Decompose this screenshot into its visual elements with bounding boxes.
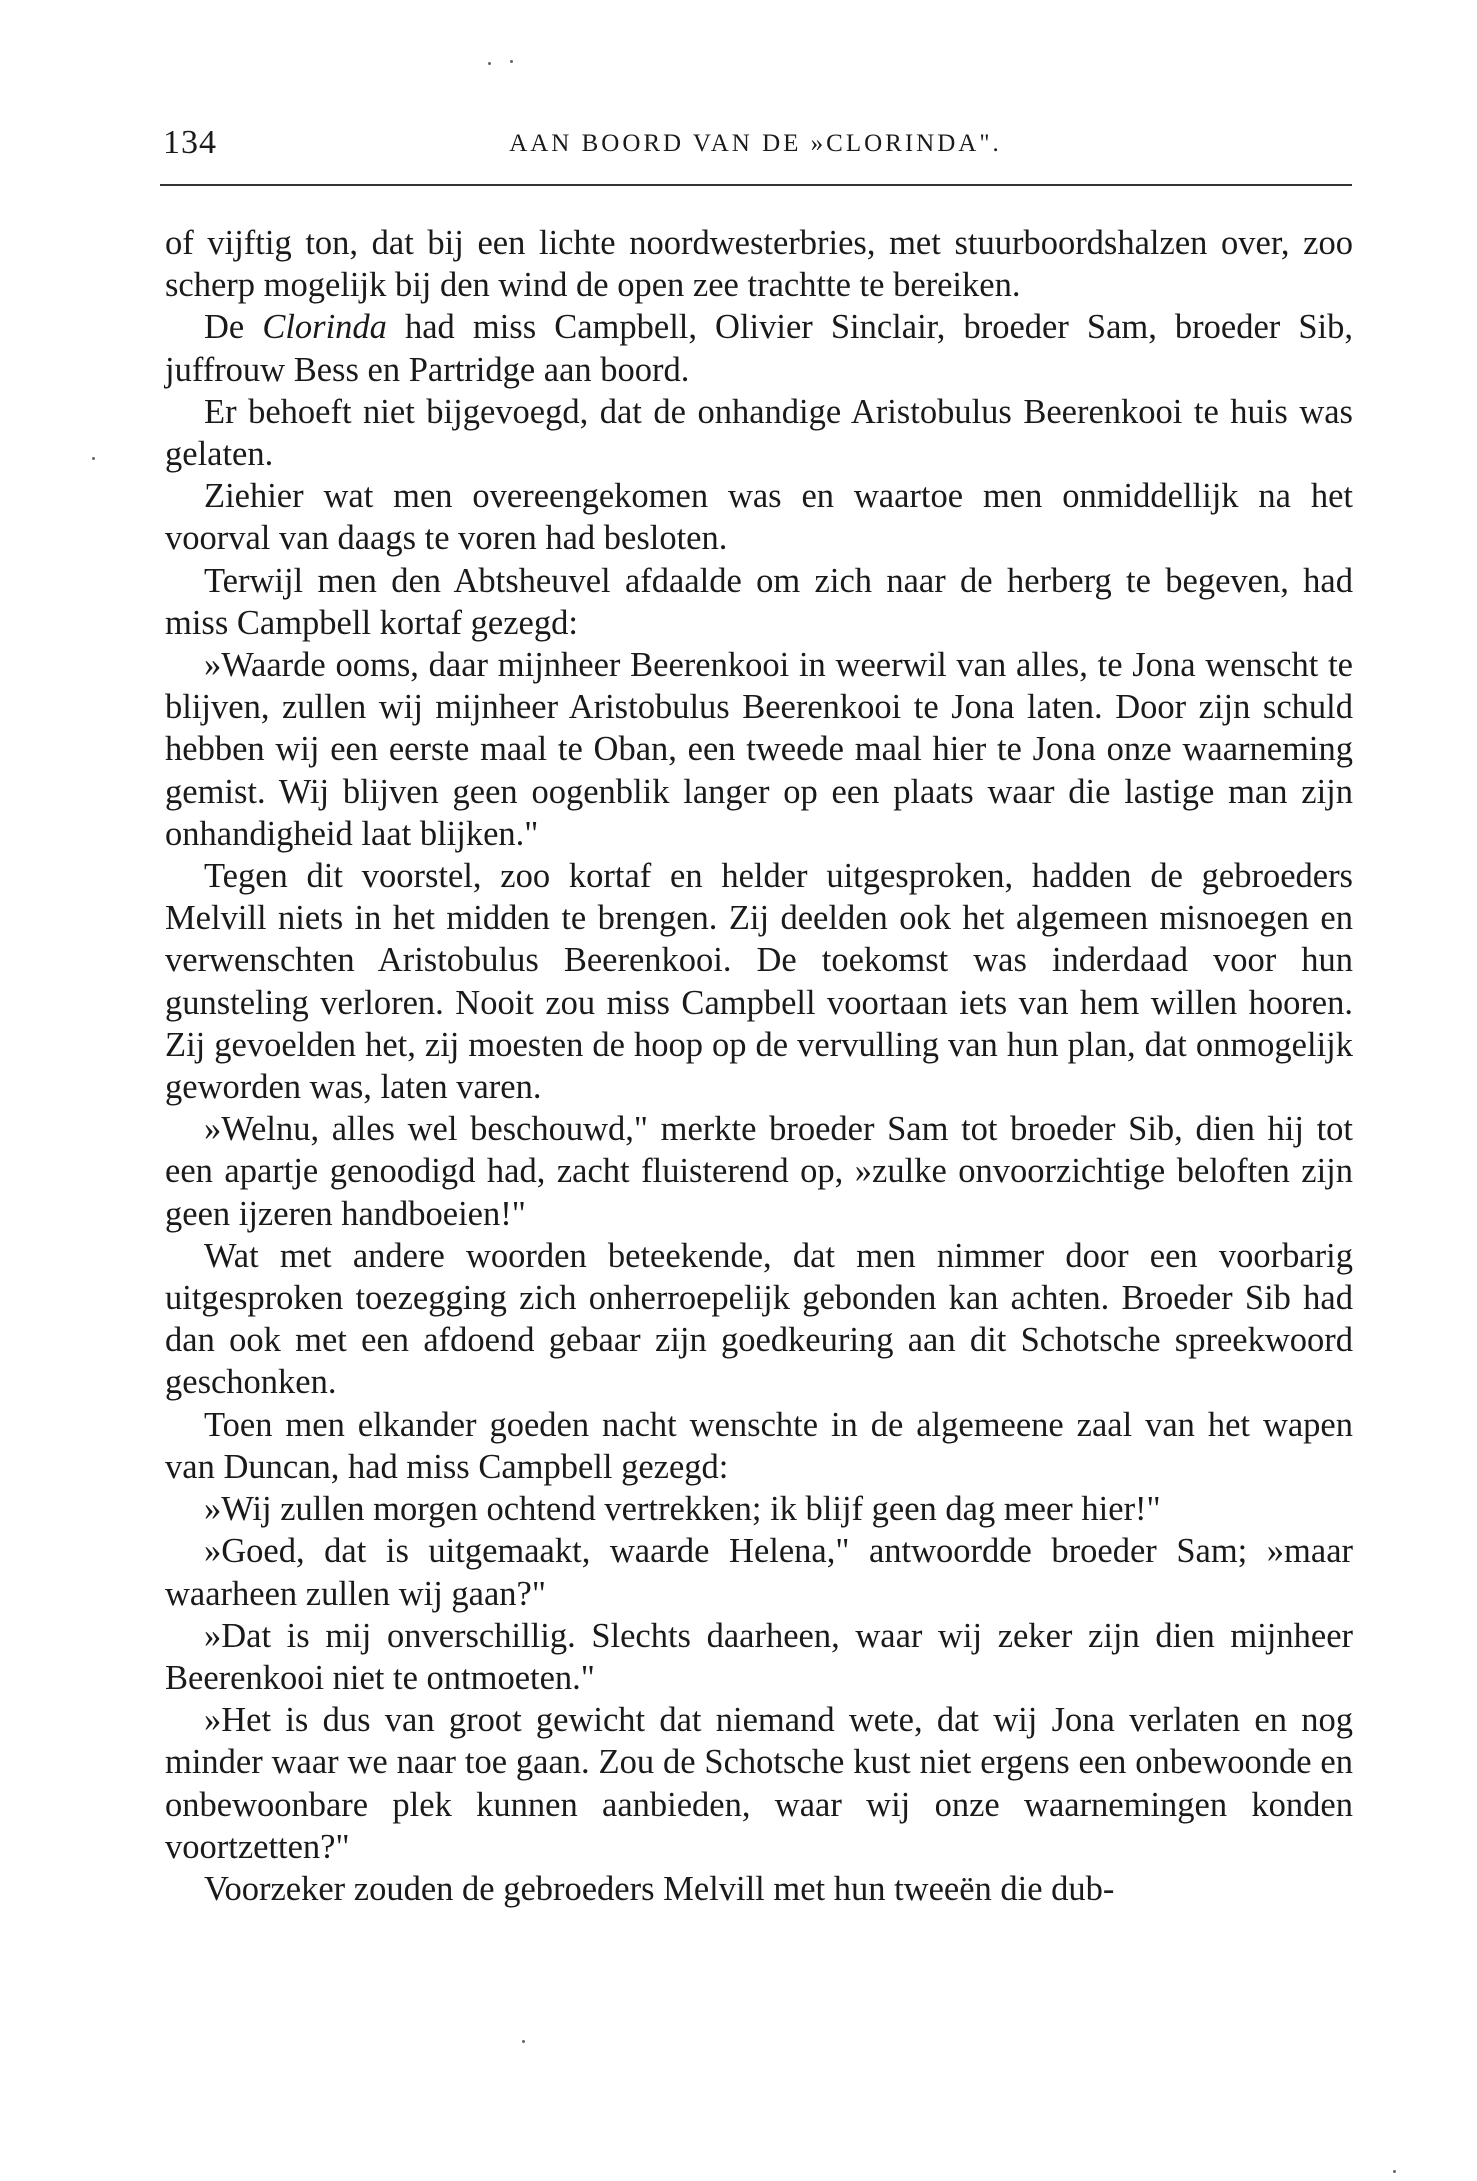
paragraph: »Het is dus van groot gewicht dat niemand wete, dat wij Jona verlaten en nog minder waar we naar toe gaan. Zou de Schotsche kust niet ergens een onbewoonde en onbewoonbare plek kunnen aanbieden, waar wij onze waarnemingen konden voortzetten?" — [165, 1701, 1353, 1866]
print-speck — [510, 60, 513, 63]
running-title: AAN BOORD VAN DE »CLORINDA". — [509, 130, 1002, 157]
print-speck — [1393, 2170, 1396, 2173]
paragraph: »Waarde ooms, daar mijnheer Beerenkooi in weerwil van alles, te Jona wenscht te blijven, zullen wij mijnheer Aristobulus Beerenkooi te Jona laten. Door zijn schuld hebben wij een eerste maal te Oban, een tweede maal hier te Jona onze waarneming gemist. Wij blijven geen oogenblik langer op een plaats waar die lastige man zijn onhandigheid laat blijken." — [165, 646, 1353, 853]
paragraph: Terwijl men den Abtsheuvel afdaalde om zich naar de herberg te begeven, had miss Campbell kortaf gezegd: — [165, 561, 1353, 642]
print-speck — [488, 62, 491, 65]
paragraph: Wat met andere woorden beteekende, dat men nimmer door een voorbarig uitgesproken toezegging zich onherroepelijk gebonden kan achten. Broeder Sib had dan ook met een afdoend gebaar zijn goedkeuring aan dit Schotsche spreekwoord geschonken. — [165, 1236, 1353, 1402]
paragraph-text: De — [204, 308, 263, 347]
paragraph-text: had miss Campbell, Olivier Sinclair, broeder Sam, broeder Sib, juffrouw Bess en Partridge aan boord. — [165, 308, 1353, 389]
page-header — [163, 124, 1348, 164]
paragraph: »Dat is mij onverschillig. Slechts daarheen, waar wij zeker zijn dien mijnheer Beerenkooi niet te ontmoeten." — [165, 1616, 1353, 1697]
paragraph: Tegen dit voorstel, zoo kortaf en helder uitgesproken, hadden de gebroeders Melvill niets in het midden te brengen. Zij deelden ook het algemeen misnoegen en verwenschten Aristobulus Beerenkooi. De toekomst was inderdaad voor hun gunsteling verloren. Nooit zou miss Campbell voortaan iets van hem willen hooren. Zij gevoelden het, zij moesten de hoop op de vervulling van hun plan, dat onmogelijk geworden was, laten varen. — [165, 857, 1353, 1107]
paragraph: Ziehier wat men overeengekomen was en waartoe men onmiddellijk na het voorval van daags te voren had besloten. — [165, 477, 1353, 558]
paragraph: Er behoeft niet bijgevoegd, dat de onhandige Aristobulus Beerenkooi te huis was gelaten. — [165, 392, 1353, 474]
paragraph: Toen men elkander goeden nacht wenschte in de algemeene zaal van het wapen van Duncan, had miss Campbell gezegd: — [165, 1405, 1353, 1486]
body-text — [165, 222, 1353, 1910]
ship-name: Clorinda — [262, 308, 387, 347]
paragraph: Voorzeker zouden de gebroeders Melvill met hun tweeën die dub- — [204, 1869, 1115, 1908]
header-rule — [160, 184, 1352, 186]
paragraph — [165, 306, 1353, 390]
paragraph: »Wij zullen morgen ochtend vertrekken; ik blijf geen dag meer hier!" — [204, 1490, 1161, 1529]
paragraph: of vijftig ton, dat bij een lichte noordwesterbries, met stuurboordshalzen over, zoo scherp mogelijk bij den wind de open zee trachtte te bereiken. — [165, 224, 1353, 305]
page-number: 134 — [163, 124, 217, 161]
paragraph: »Welnu, alles wel beschouwd," merkte broeder Sam tot broeder Sib, dien hij tot een apartje genoodigd had, zacht fluisterend op, »zulke onvoorzichtige beloften zijn geen ijzeren handboeien!" — [165, 1110, 1353, 1233]
paragraph: »Goed, dat is uitgemaakt, waarde Helena," antwoordde broeder Sam; »maar waarheen zullen wij gaan?" — [165, 1532, 1353, 1613]
print-speck — [92, 457, 95, 460]
print-speck — [522, 2040, 525, 2043]
